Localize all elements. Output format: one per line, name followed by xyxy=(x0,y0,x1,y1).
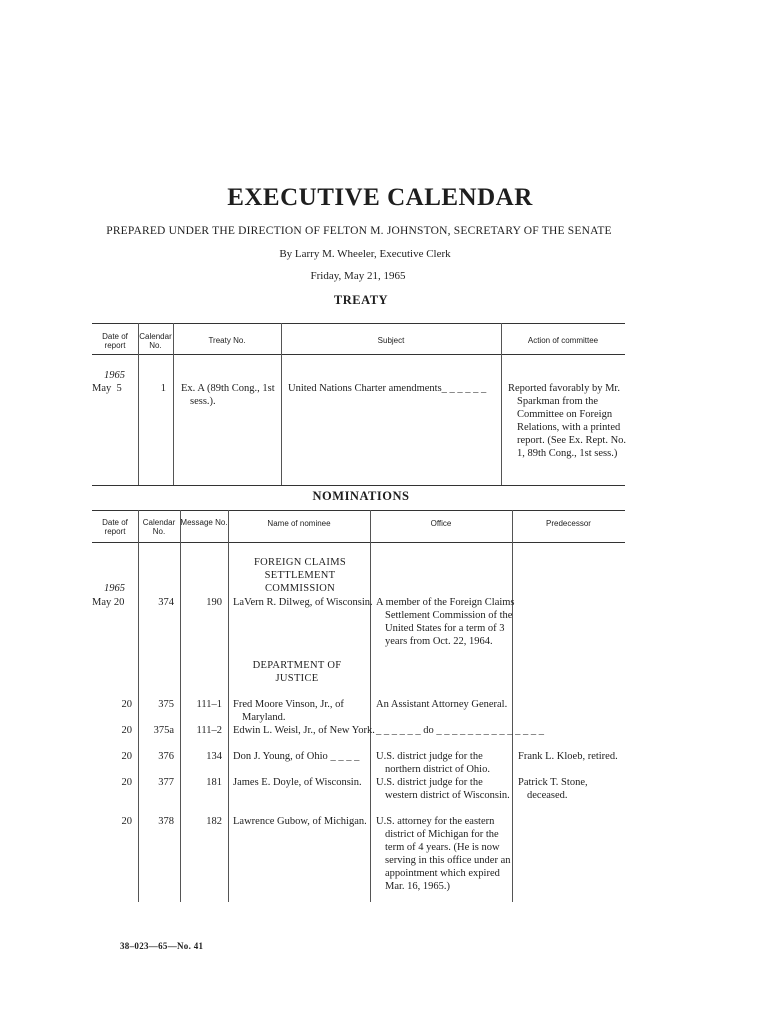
nomination-calendar-no: 374 xyxy=(158,597,174,608)
nominations-col-message-header: Message No. xyxy=(180,518,228,527)
treaty-col-action-header: Action of committee xyxy=(527,336,599,345)
nominee-name: Edwin L. Weisl, Jr., of New York. xyxy=(233,725,375,736)
prepared-by-line: PREPARED UNDER THE DIRECTION OF FELTON M. JOHNSTON, SECRETARY OF THE SENATE xyxy=(106,225,612,237)
treaty-col-treaty-header: Treaty No. xyxy=(208,336,246,345)
nomination-message-no: 111–2 xyxy=(196,725,222,736)
treaty-col-date-header: Date of report xyxy=(102,332,128,350)
treaty-table-top-rule xyxy=(92,323,625,324)
nominations-col-calendar-header: Calendar No. xyxy=(142,518,176,536)
nominations-year: 1965 xyxy=(104,583,125,594)
treaty-committee-action: Reported favorably by Mr. Sparkman from the Committee on Foreign Relations, with a printed report. (See Ex. Rept. No. 1, 89th Cong., 1st sess.) xyxy=(508,383,627,459)
treaty-col-divider xyxy=(501,323,502,485)
nominations-col-date-header: Date of report xyxy=(102,518,128,536)
nomination-office: _ _ _ _ _ _ do _ _ _ _ _ _ _ _ _ _ _ _ _ _ xyxy=(376,725,544,736)
treaty-year: 1965 xyxy=(104,370,125,381)
treaty-header-rule xyxy=(92,354,625,355)
nominations-col-nominee-header: Name of nominee xyxy=(267,519,331,528)
nomination-message-no: 182 xyxy=(206,816,222,827)
nomination-report-date: 20 xyxy=(121,699,132,710)
nomination-office: U.S. district judge for the northern district of Ohio. xyxy=(376,751,490,775)
nomination-office: An Assistant Attorney General. xyxy=(376,699,508,710)
treaty-col-divider xyxy=(173,323,174,485)
nomination-calendar-no: 375a xyxy=(153,725,174,736)
nomination-message-no: 111–1 xyxy=(196,699,222,710)
nomination-predecessor: Patrick T. Stone, deceased. xyxy=(518,777,588,801)
treaty-subject: United Nations Charter amendments_ _ _ _ _ _ xyxy=(288,383,487,394)
nomination-office: U.S. district judge for the western district of Wisconsin. xyxy=(376,777,510,801)
byline: By Larry M. Wheeler, Executive Clerk xyxy=(279,248,451,260)
page-title: EXECUTIVE CALENDAR xyxy=(227,184,533,211)
nomination-office: U.S. attorney for the eastern district of Michigan for the term of 4 years. (He is now serving in this office under an appointment which expired Mar. 16, 1965.) xyxy=(376,816,511,892)
print-code-footer: 38–023—65—No. 41 xyxy=(120,941,204,951)
calendar-date: Friday, May 21, 1965 xyxy=(310,270,406,282)
treaty-col-calendar-header: Calendar No. xyxy=(139,332,172,350)
treaty-col-subject-header: Subject xyxy=(377,336,405,345)
group-heading-justice: DEPARTMENT OF JUSTICE xyxy=(252,660,342,684)
treaty-report-date: May 5 xyxy=(92,383,122,394)
nominee-name: James E. Doyle, of Wisconsin. xyxy=(233,777,362,788)
nomination-report-date: May 20 xyxy=(92,597,125,608)
group-heading-foreign-claims: FOREIGN CLAIMS SETTLEMENT COMMISSION xyxy=(254,557,346,594)
nomination-message-no: 190 xyxy=(206,597,222,608)
nomination-office: A member of the Foreign Claims Settlement Commission of the United States for a term of 3 years from Oct. 22, 1964. xyxy=(376,597,515,647)
nomination-calendar-no: 376 xyxy=(158,751,174,762)
nomination-report-date: 20 xyxy=(121,751,132,762)
treaty-number: Ex. A (89th Cong., 1st sess.). xyxy=(181,383,275,407)
nomination-calendar-no: 375 xyxy=(158,699,174,710)
nominee-name: LaVern R. Dilweg, of Wisconsin. xyxy=(233,597,373,608)
nominee-name: Lawrence Gubow, of Michigan. xyxy=(233,816,367,827)
treaty-calendar-no: 1 xyxy=(160,383,166,394)
nominations-section-title: NOMINATIONS xyxy=(312,489,410,503)
nominations-col-office-header: Office xyxy=(430,519,452,528)
nominations-table-top-rule xyxy=(92,510,625,511)
nomination-message-no: 134 xyxy=(206,751,222,762)
treaty-section-title: TREATY xyxy=(333,293,389,307)
nomination-predecessor: Frank L. Kloeb, retired. xyxy=(518,751,618,762)
nomination-report-date: 20 xyxy=(121,777,132,788)
nominations-col-predecessor-header: Predecessor xyxy=(546,519,591,528)
nominee-name: Don J. Young, of Ohio _ _ _ _ xyxy=(233,751,360,762)
nominations-header-rule xyxy=(92,542,625,543)
nomination-message-no: 181 xyxy=(206,777,222,788)
nomination-report-date: 20 xyxy=(121,816,132,827)
nominations-col-divider xyxy=(228,510,229,902)
nomination-calendar-no: 378 xyxy=(158,816,174,827)
nomination-report-date: 20 xyxy=(121,725,132,736)
treaty-table-bottom-rule xyxy=(92,485,625,486)
nomination-calendar-no: 377 xyxy=(158,777,174,788)
nominee-name: Fred Moore Vinson, Jr., of Maryland. xyxy=(233,699,344,723)
